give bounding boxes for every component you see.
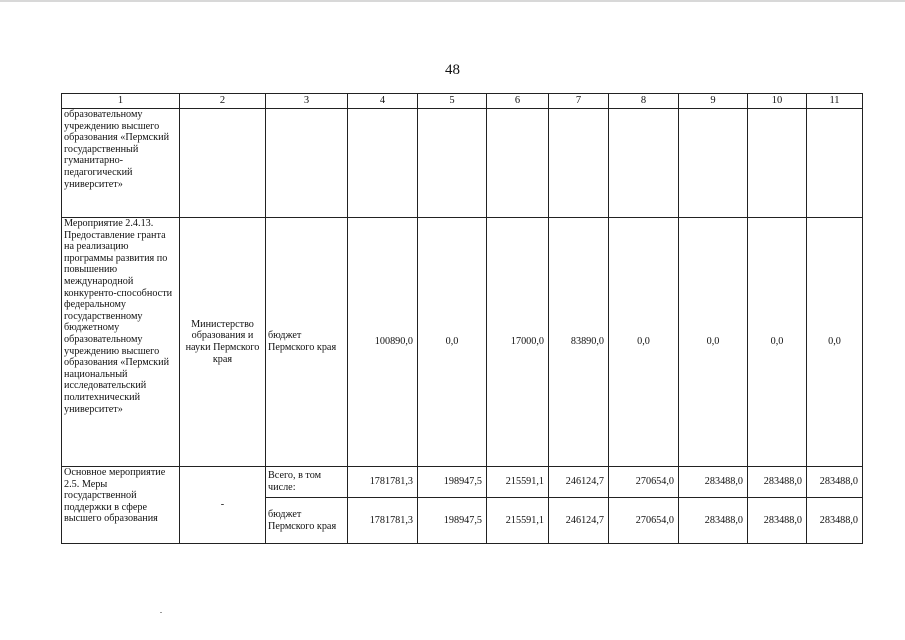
value-cell: 283488,0 — [679, 498, 748, 544]
scan-speck — [160, 612, 162, 613]
scan-top-edge — [0, 0, 905, 2]
value-cell: 100890,0 — [348, 218, 418, 467]
executor-cell: Министерство образования и науки Пермского края — [180, 218, 266, 467]
header-cell: 4 — [348, 94, 418, 109]
empty-cell — [418, 109, 487, 218]
header-cell: 10 — [748, 94, 807, 109]
value-cell: 270654,0 — [609, 498, 679, 544]
value-cell: 17000,0 — [487, 218, 549, 467]
table-row — [62, 109, 863, 218]
page-number: 48 — [445, 62, 460, 78]
activity-cell: Мероприятие 2.4.13. Предоставление гранта на реализацию программы развития по повышению международной конкуренто-способности федеральному государственному бюджетному образовательному учреждению высшего образования «Пермский национальный исследовательский политехнический университет» — [62, 218, 180, 467]
header-cell: 5 — [418, 94, 487, 109]
value-cell: 283488,0 — [679, 467, 748, 498]
value-cell: 0,0 — [609, 218, 679, 467]
empty-cell — [609, 109, 679, 218]
header-cell: 3 — [266, 94, 348, 109]
header-cell: 9 — [679, 94, 748, 109]
value-cell: 270654,0 — [609, 467, 679, 498]
budget-table — [61, 93, 863, 544]
empty-cell — [266, 109, 348, 218]
activity-cell: Основное мероприятие 2.5. Меры государственной поддержки в сфере высшего образования — [62, 467, 180, 544]
header-cell: 7 — [549, 94, 609, 109]
table-row — [62, 218, 863, 467]
value-cell: 246124,7 — [549, 467, 609, 498]
empty-cell — [487, 109, 549, 218]
value-cell: 83890,0 — [549, 218, 609, 467]
empty-cell — [348, 109, 418, 218]
value-cell: 0,0 — [807, 218, 863, 467]
value-cell: 215591,1 — [487, 498, 549, 544]
header-cell: 8 — [609, 94, 679, 109]
empty-cell — [807, 109, 863, 218]
value-cell: 0,0 — [418, 218, 487, 467]
header-cell: 11 — [807, 94, 863, 109]
value-cell: 198947,5 — [418, 467, 487, 498]
source-cell: Всего, в том числе: — [266, 467, 348, 498]
empty-cell — [679, 109, 748, 218]
empty-cell — [180, 109, 266, 218]
value-cell: 215591,1 — [487, 467, 549, 498]
value-cell: 283488,0 — [807, 467, 863, 498]
header-cell: 6 — [487, 94, 549, 109]
source-cell: бюджет Пермского края — [266, 498, 348, 544]
value-cell: 283488,0 — [748, 498, 807, 544]
source-cell: бюджет Пермского края — [266, 218, 348, 467]
value-cell: 0,0 — [748, 218, 807, 467]
value-cell: 1781781,3 — [348, 498, 418, 544]
activity-cell: образовательному учреждению высшего образования «Пермский государственный гуманитарно-педагогический университет» — [62, 109, 180, 218]
value-cell: 246124,7 — [549, 498, 609, 544]
value-cell: 198947,5 — [418, 498, 487, 544]
header-row — [62, 94, 863, 109]
empty-cell — [748, 109, 807, 218]
header-cell: 1 — [62, 94, 180, 109]
header-cell: 2 — [180, 94, 266, 109]
table-row — [62, 467, 863, 498]
value-cell: 1781781,3 — [348, 467, 418, 498]
empty-cell — [549, 109, 609, 218]
value-cell: 283488,0 — [748, 467, 807, 498]
value-cell: 0,0 — [679, 218, 748, 467]
value-cell: 283488,0 — [807, 498, 863, 544]
executor-cell: - — [180, 467, 266, 544]
